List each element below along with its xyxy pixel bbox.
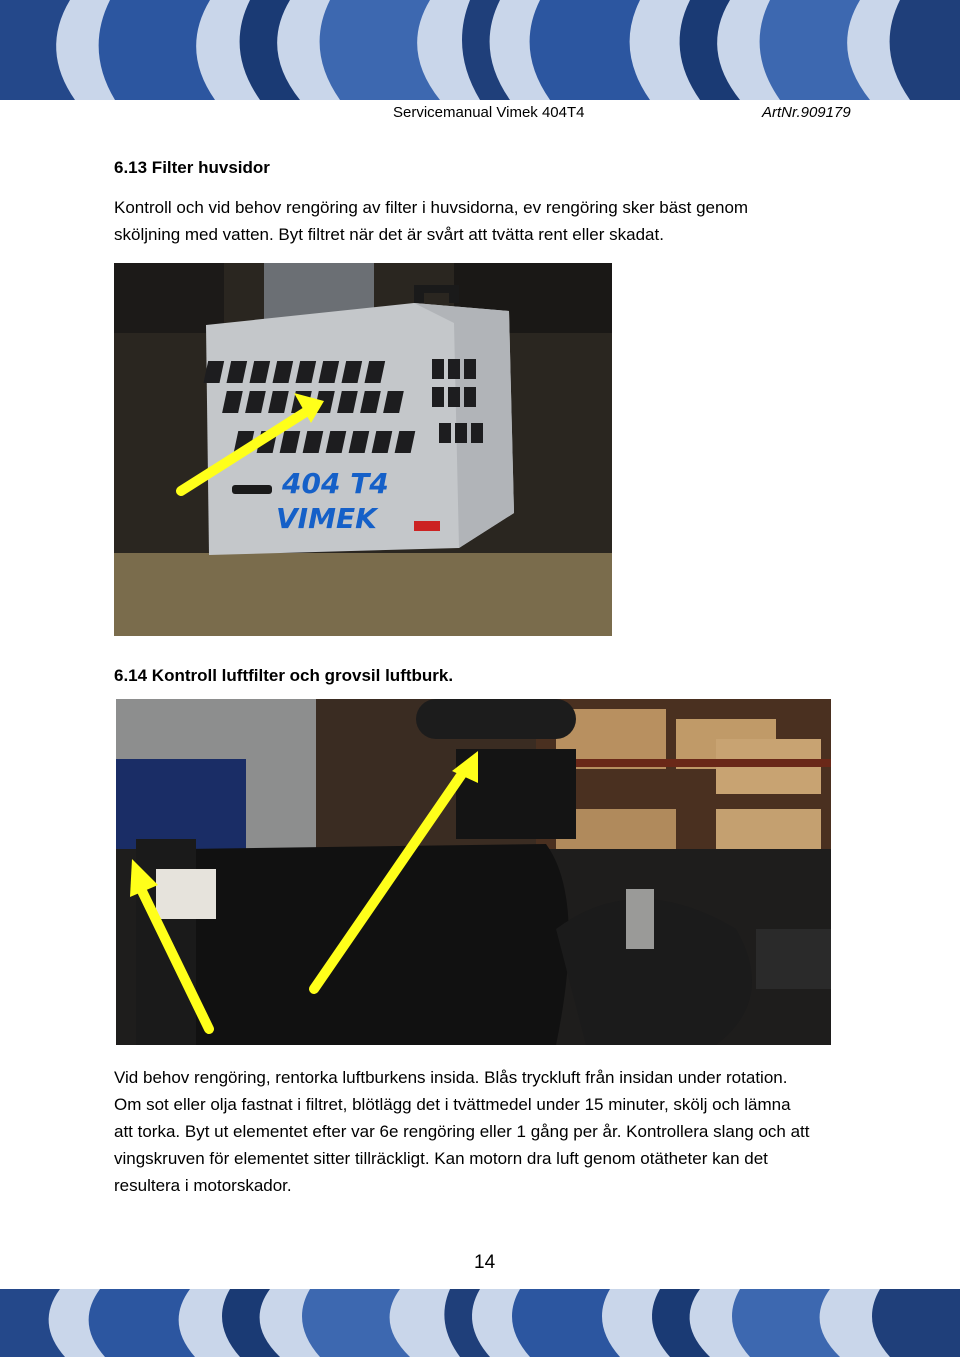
footer-banner <box>0 1289 960 1357</box>
section-heading-6-13: 6.13 Filter huvsidor <box>114 158 270 177</box>
header-banner <box>0 0 960 100</box>
photo-air-filter <box>116 699 831 1045</box>
section-heading-6-14: 6.14 Kontroll luftfilter och grovsil luftburk. <box>114 666 454 685</box>
section-body-6-13: Kontroll och vid behov rengöring av filter i huvsidorna, ev rengöring sker bäst genom sköljning med vatten. Byt filtret när det är svårt att tvätta rent eller skadat. <box>114 198 749 244</box>
section-body-6-14: Vid behov rengöring, rentorka luftburkens insida. Blås tryckluft från insidan under rotation. Om sot eller olja fastnat i filtret, blötlägg det i tvättmedel under 15 minuter, skölj och lämna att torka. Byt ut elementet efter var 6e rengöring eller 1 gång per år. Kontrollera slang och att vingskruven för elementet sitter tillräckligt. Kan motorn dra luft genom otätheter kan det resultera i motorskador. <box>114 1068 810 1195</box>
page-number: 14 <box>474 1252 496 1273</box>
photo-hood-side-filter <box>114 263 612 636</box>
manual-title: Servicemanual Vimek 404T4 <box>393 104 585 121</box>
logo-brand-text: VIMEK <box>276 502 377 535</box>
logo-model-text: 404 T4 <box>282 467 389 500</box>
article-number: ArtNr.909179 <box>762 104 851 121</box>
